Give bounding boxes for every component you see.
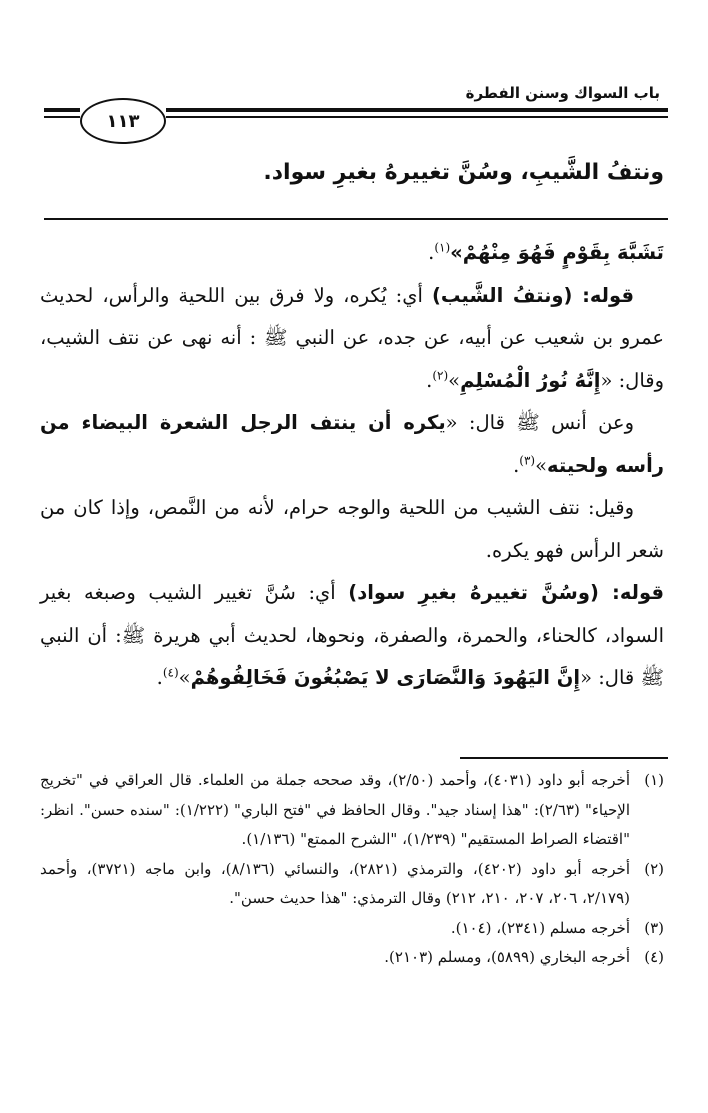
footnote-number: (٣) xyxy=(644,918,664,937)
footnote-text: أخرجه أبو داود (٤٢٠٢)، والترمذي (٢٨٢١)، والنسائي (٨/١٣٦)، وابن ماجه (٣٧٢١)، وأحمد (٢/١٧٩، ٢٠٦، ٢٠٧، ٢١٠، ٢١٢) وقال الترمذي: "هذا حديث حسن". xyxy=(40,859,630,907)
footnote-1 xyxy=(40,766,664,855)
period: . xyxy=(426,368,433,392)
commentary-label: قوله: (وسُنَّ تغييرهُ بغيرِ سواد) xyxy=(348,581,664,604)
footnote-3 xyxy=(40,914,664,944)
footnote-number: (١) xyxy=(644,771,664,789)
header-rule-right-thick xyxy=(166,108,668,112)
hadith-quote: يكره أن ينتف الرجل الشعرة البيضاء من رأسه ولحيته xyxy=(40,411,664,477)
matn-text: ونتفُ الشَّيبِ، وسُنَّ تغييرهُ بغيرِ سواد. xyxy=(263,160,664,185)
header-rule-left-thin xyxy=(44,116,80,118)
period: . xyxy=(156,666,163,689)
footnote-text: أخرجه مسلم (٢٣٤١)، (١٠٤). xyxy=(450,918,630,937)
header-rule-left-thick xyxy=(44,108,80,112)
footnote-ref-1: (١) xyxy=(434,240,451,255)
paragraph-5 xyxy=(40,572,664,700)
footnote-divider xyxy=(460,757,668,759)
header-rule-right-thin xyxy=(166,116,668,118)
paragraph-4: وقيل: نتف الشيب من اللحية والوجه حرام، لأنه من النَّمص، وإذا كان من شعر الرأس فهو يكره. xyxy=(40,496,664,562)
hadith-quote: تَشَبَّهَ بِقَوْمٍ فَهُوَ مِنْهُمْ» xyxy=(450,241,664,264)
page-number: ١١٣ xyxy=(106,110,140,132)
footnote-ref-2: (٢) xyxy=(432,368,449,382)
footnote-ref-3: (٣) xyxy=(519,453,536,467)
paragraph-2 xyxy=(40,275,664,403)
period: . xyxy=(428,241,435,264)
paragraph-1 xyxy=(40,232,664,275)
footnote-2 xyxy=(40,855,664,914)
hadith-quote: إِنَّهُ نُورُ الْمُسْلِمِ xyxy=(460,368,601,392)
footnote-text: أخرجه أبو داود (٤٠٣١)، وأحمد (٢/٥٠)، وقد صححه جملة من العلماء. قال العراقي في "تخريج الإحياء" (٢/٦٣): "هذا إسناد جيد". وقال الحافظ في "فتح الباري" (١/٢٢٢): "سنده حسن". انظر: "اقتضاء الصراط المستقيم" (١/٢٣٩)، "الشرح الممتع" (١/١٣٦). xyxy=(40,771,631,848)
footnote-number: (٤) xyxy=(644,948,664,966)
footnote-4 xyxy=(40,943,664,973)
footnotes xyxy=(40,766,664,973)
paragraph-text: أي: يُكره، ولا فرق بين اللحية والرأس، لحديث عمرو بن شعيب عن أبيه، عن جده، عن النبي ﷺ : أنه نهى عن نتف الشيب، وقال: « xyxy=(40,283,664,392)
paragraph-text: أي: سُنَّ تغيير الشيب وصبغه بغير السواد، كالحناء، والحمرة، والصفرة، ونحوها، لحديث أبي هريرة ﷺ: أن النبي ﷺ قال: « xyxy=(40,581,664,689)
running-title: باب السواك وسنن الفطرة xyxy=(465,84,660,102)
paragraph-3 xyxy=(40,402,664,487)
quote-close: » xyxy=(178,666,191,689)
page-number-oval xyxy=(80,98,166,144)
period: . xyxy=(513,453,520,477)
hadith-quote: إِنَّ اليَهُودَ وَالنَّصَارَى لا يَصْبُغُونَ فَخَالِفُوهُمْ xyxy=(190,666,581,689)
paragraph-text: وعن أنس ﷺ قال: « xyxy=(445,411,634,434)
footnote-number: (٢) xyxy=(644,859,664,878)
quote-close: » xyxy=(535,453,548,477)
footnote-text: أخرجه البخاري (٥٨٩٩)، ومسلم (٢١٠٣). xyxy=(384,948,630,966)
quote-close: » xyxy=(448,368,461,392)
footnote-ref-4: (٤) xyxy=(162,665,179,680)
matn-divider xyxy=(44,218,668,220)
commentary xyxy=(40,232,664,700)
commentary-label: قوله: (ونتفُ الشَّيب) xyxy=(431,283,635,307)
